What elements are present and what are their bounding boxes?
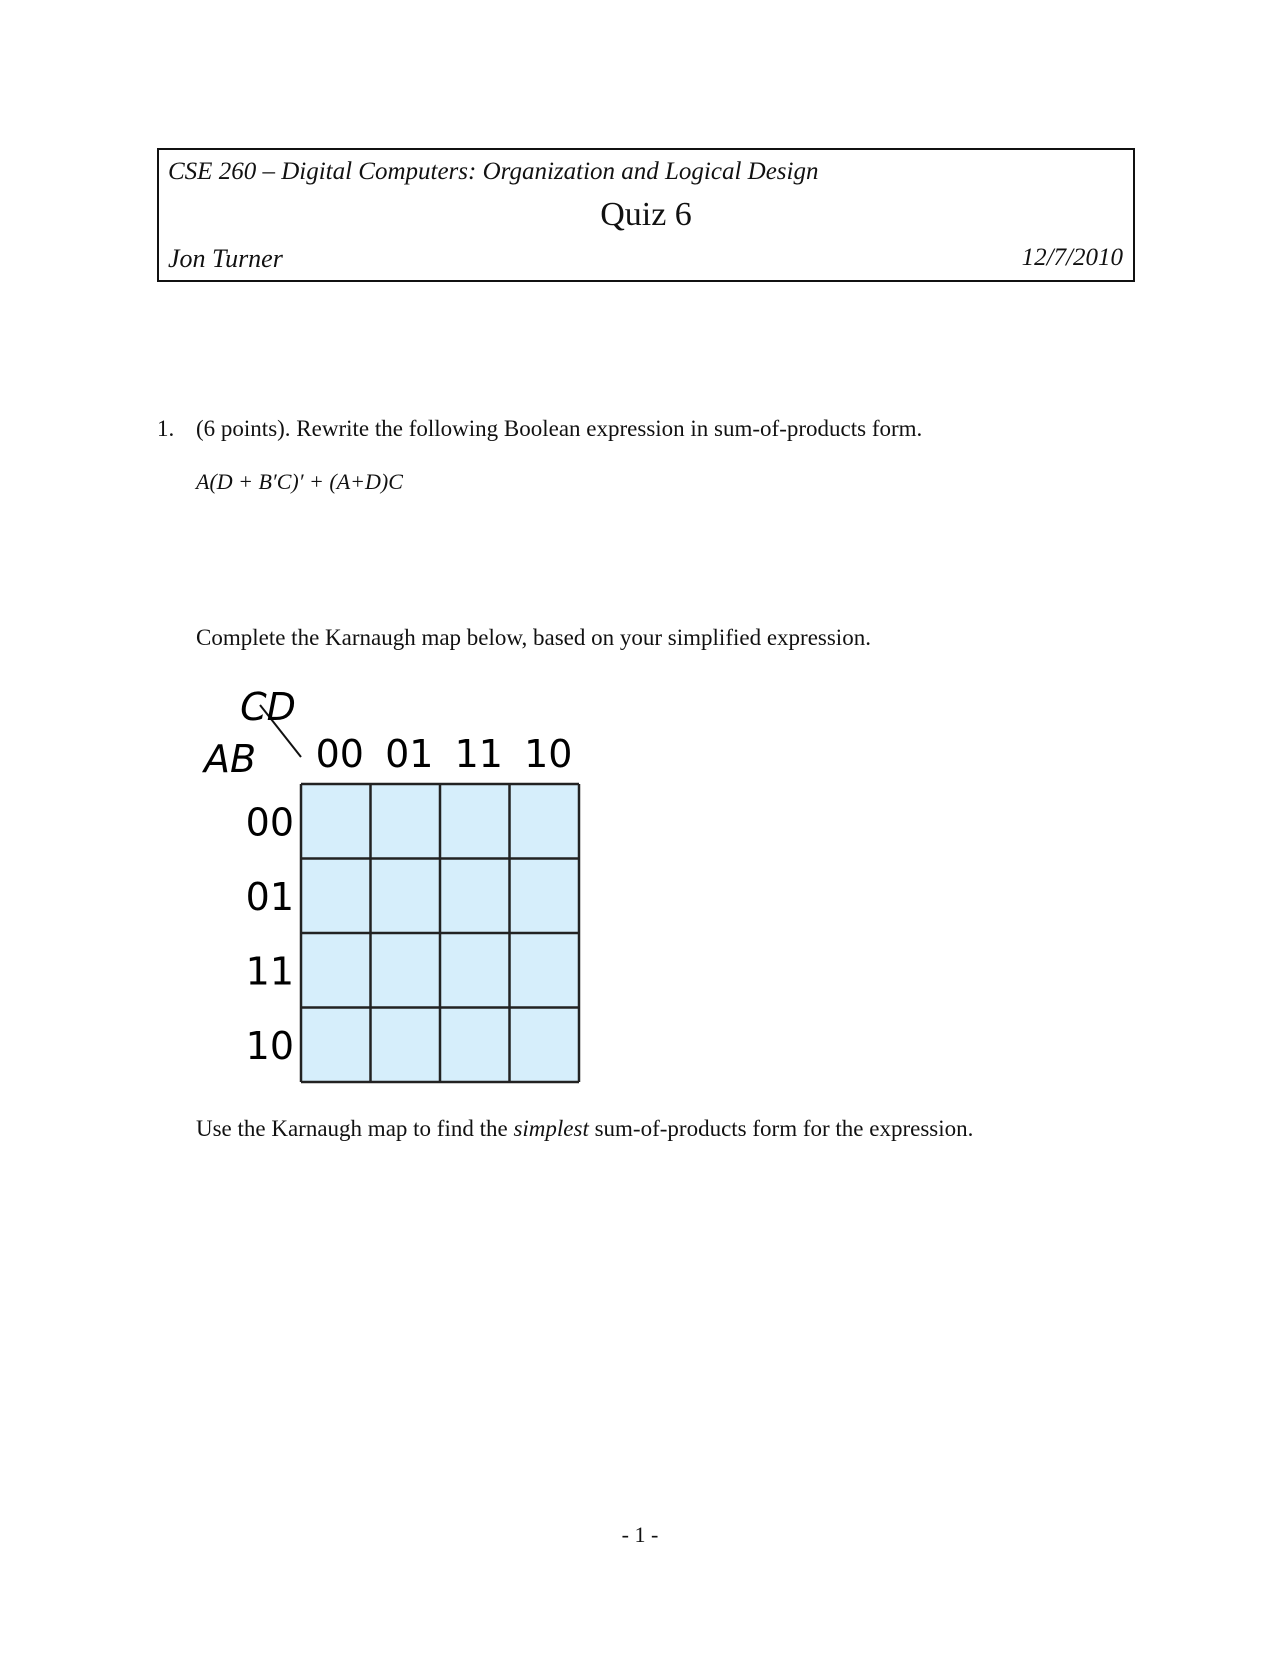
kmap-row-label: 10 [245,1023,294,1068]
kmap-instruction: Complete the Karnaugh map below, based on your simplified expression. [196,625,871,650]
kmap-row-label: 01 [245,874,294,919]
question-prompt: (6 points). Rewrite the following Boolean expression in sum-of-products form. [196,416,923,441]
kmap-col-label: 01 [385,732,434,776]
kmap-cell-11-11 [440,933,510,1008]
kmap-col-variable: CD [240,685,296,729]
karnaugh-map-svg [190,684,590,1096]
kmap-cell-11-00 [301,933,371,1008]
kmap-cell-00-11 [440,784,510,859]
kmap-cell-00-00 [301,784,371,859]
kmap-col-labels [316,732,573,776]
kmap-cell-00-01 [371,784,441,859]
simplest-instruction-after: sum-of-products form for the expression. [588,1116,974,1141]
course-title: CSE 260 – Digital Computers: Organization and Logical Design [168,158,819,185]
karnaugh-map [190,684,590,1096]
simplest-instruction-before: Use the Karnaugh map to find the [196,1116,514,1141]
boolean-expression: A(D + B′C)′ + (A+D)C [196,469,403,494]
kmap-col-label: 10 [524,732,573,776]
kmap-cell-00-10 [510,784,580,859]
kmap-row-label: 11 [245,949,294,994]
kmap-cell-10-11 [440,1008,510,1083]
kmap-row-labels [246,800,294,1068]
kmap-cell-01-10 [510,859,580,934]
kmap-row-variable: AB [203,737,257,781]
quiz-date: 12/7/2010 [1021,244,1123,271]
kmap-cell-10-00 [301,1008,371,1083]
header-box [157,148,1135,282]
kmap-cell-01-11 [440,859,510,934]
kmap-row-label: 00 [245,800,294,845]
kmap-cell-01-01 [371,859,441,934]
page-number: - 1 - [621,1522,659,1547]
kmap-cell-10-10 [510,1008,580,1083]
kmap-col-label: 00 [315,732,364,776]
kmap-cell-10-01 [371,1008,441,1083]
question-number: 1. [157,416,175,441]
simplest-form-instruction [196,1116,973,1142]
kmap-cell-11-10 [510,933,580,1008]
kmap-cell-01-00 [301,859,371,934]
quiz-title: Quiz 6 [600,196,692,233]
kmap-cell-11-01 [371,933,441,1008]
simplest-emphasis: simplest [513,1116,589,1141]
author-name: Jon Turner [168,244,283,273]
kmap-col-label: 11 [454,732,503,776]
